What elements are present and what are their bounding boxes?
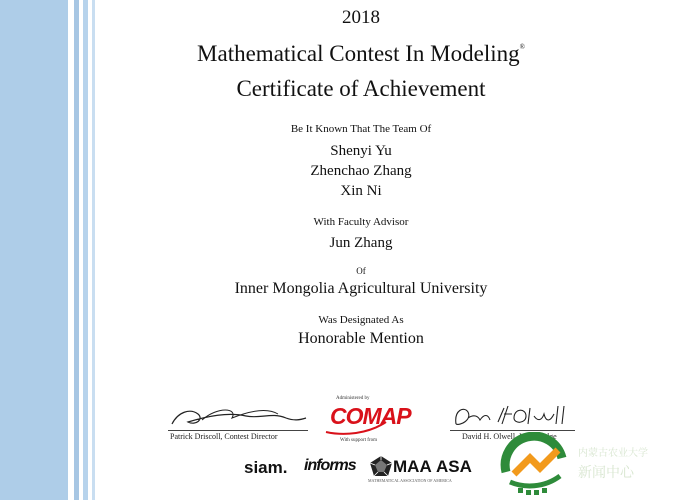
team-member: Shenyi Yu [330, 143, 392, 159]
designation-intro: Was Designated As [318, 314, 404, 326]
maa-logo: MAA [393, 457, 432, 476]
maa-icosahedron-icon [369, 455, 393, 477]
faculty-advisor: Jun Zhang [329, 235, 393, 251]
head-judge-caption: David H. Olwell, Head Judge [462, 432, 557, 441]
watermark-news-center: 新闻中心 [578, 465, 634, 481]
contest-name-text: Mathematical Contest In Modeling [197, 41, 520, 66]
certificate-year: 2018 [342, 7, 380, 28]
university-name: Inner Mongolia Agricultural University [234, 280, 488, 297]
stripe-thin [92, 0, 95, 500]
decorative-blue-stripes [0, 0, 100, 500]
watermark-university: 内蒙古农业大学 [578, 448, 648, 459]
award-title: Honorable Mention [298, 330, 424, 347]
signature-line [168, 430, 308, 431]
registered-mark: ® [519, 43, 525, 51]
siam-logo: siam. [244, 458, 288, 477]
certificate-title: Certificate of Achievement [236, 76, 486, 101]
signature-line [450, 430, 575, 431]
contest-director-caption: Patrick Driscoll, Contest Director [170, 432, 278, 441]
informs-logo: informs [304, 457, 356, 474]
team-intro: Be It Known That The Team Of [290, 123, 432, 135]
of-label: Of [356, 266, 366, 276]
team-member: Zhenchao Zhang [310, 163, 412, 179]
team-member: Xin Ni [340, 183, 382, 199]
advisor-intro: With Faculty Advisor [313, 216, 409, 228]
comap-swoosh-icon [324, 416, 388, 436]
administered-by-label: Administered by [336, 396, 370, 401]
contest-name [100, 41, 622, 67]
comap-logo: COMAP [330, 403, 411, 429]
maa-subtitle: MATHEMATICAL ASSOCIATION OF AMERICA [368, 478, 452, 483]
news-center-logo-icon [500, 432, 570, 500]
contest-director-signature [168, 402, 308, 430]
head-judge-signature [450, 400, 575, 430]
support-from-label: With support from [340, 438, 378, 443]
stripe-wide [0, 0, 68, 500]
asa-logo: ASA [436, 457, 472, 476]
